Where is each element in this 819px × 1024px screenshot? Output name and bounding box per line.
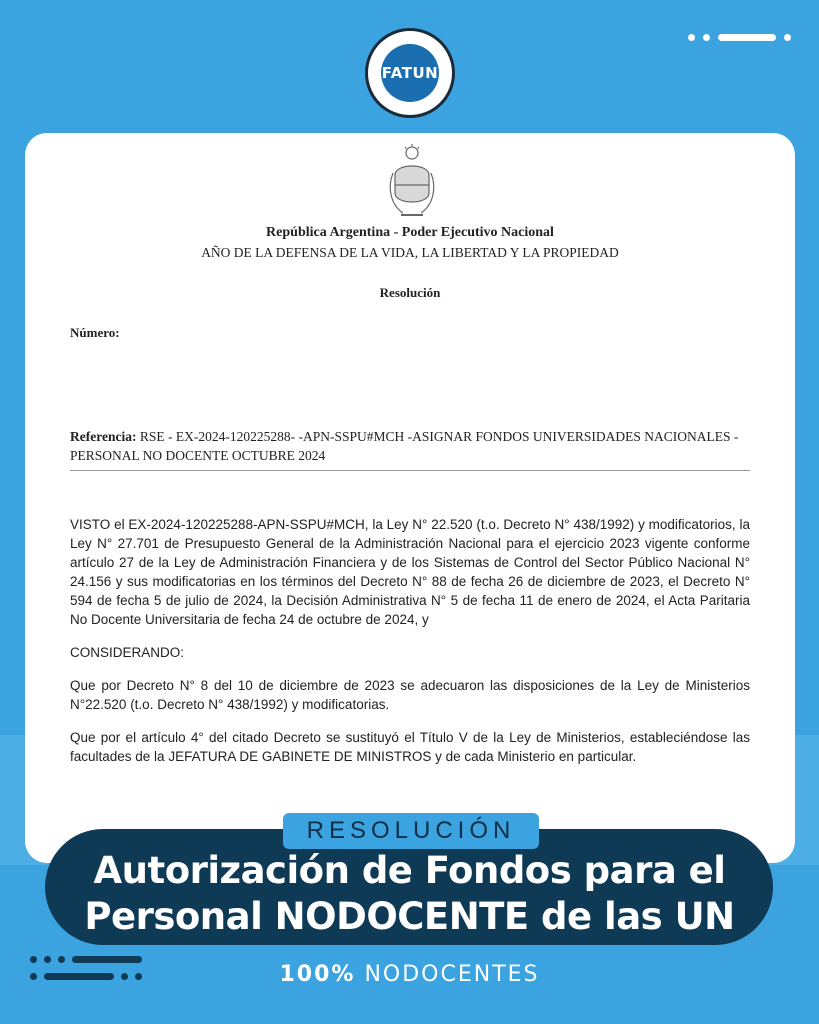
document-body [70,515,750,780]
footer-rest: NODOCENTES [364,962,540,987]
paragraph-1: Que por Decreto N° 8 del 10 de diciembre de 2023 se adecuaron las disposiciones de la Ley de Ministerios N°22.520 (t.o. Decreto N° 438/1992) y modificatorias. [70,678,750,712]
coat-of-arms-icon [385,143,439,225]
footer-bold: 100% [279,962,356,987]
visto-paragraph: VISTO el EX-2024-120225288-APN-SSPU#MCH, la Ley N° 22.520 (t.o. Decreto N° 438/1992) y modificatorios, la Ley N° 27.701 de Presupuesto General de la Administración Nacional para el ejercicio 2023 vigente conforme artículo 27 de la Ley de Administración Financiera y de los Sistemas de Control del Sector Público Nacional N° 24.156 y sus modificatorias en los términos del Decreto N° 88 de fecha 26 de diciembre de 2023, el Decreto N° 594 de fecha 5 de julio de 2024, la Decisión Administrativa N° 5 de fecha 11 de enero de 2024, el Acta Paritaria No Docente Universitaria de fecha 24 de octubre de 2024, y [70,517,750,627]
document-page [25,133,795,863]
number-label: Número: [70,325,120,340]
resolution-tag: RESOLUCIÓN [283,813,539,849]
logo-text: FATUN [381,64,439,82]
reference-block [70,427,750,465]
banner-title-line2: Personal NODOCENTE de las UN [84,895,735,938]
banner-title [0,848,819,940]
document-type: Resolución [379,285,441,300]
reference-text: RSE - EX-2024-120225288- -APN-SSPU#MCH -ASIGNAR FONDOS UNIVERSIDADES NACIONALES - PERSONAL NO DOCENTE OCTUBRE 2024 [70,429,739,463]
top-decoration [688,34,791,41]
paragraph-2: Que por el artículo 4° del citado Decreto se sustituyó el Título V de la Ley de Ministerios, estableciéndose las facultades de la JEFATURA DE GABINETE DE MINISTROS y de cada Ministerio en particular. [70,730,750,764]
document-header: República Argentina - Poder Ejecutivo Nacional [266,225,554,240]
divider [70,470,750,471]
reference-label: Referencia: [70,429,137,444]
considerando-heading: CONSIDERANDO: [70,645,185,660]
bottom-decoration [30,956,142,990]
banner-title-line1: Autorización de Fondos para el [93,849,726,892]
fatun-seal-icon [365,28,455,118]
document-motto: AÑO DE LA DEFENSA DE LA VIDA, LA LIBERTAD Y LA PROPIEDAD [201,245,619,260]
